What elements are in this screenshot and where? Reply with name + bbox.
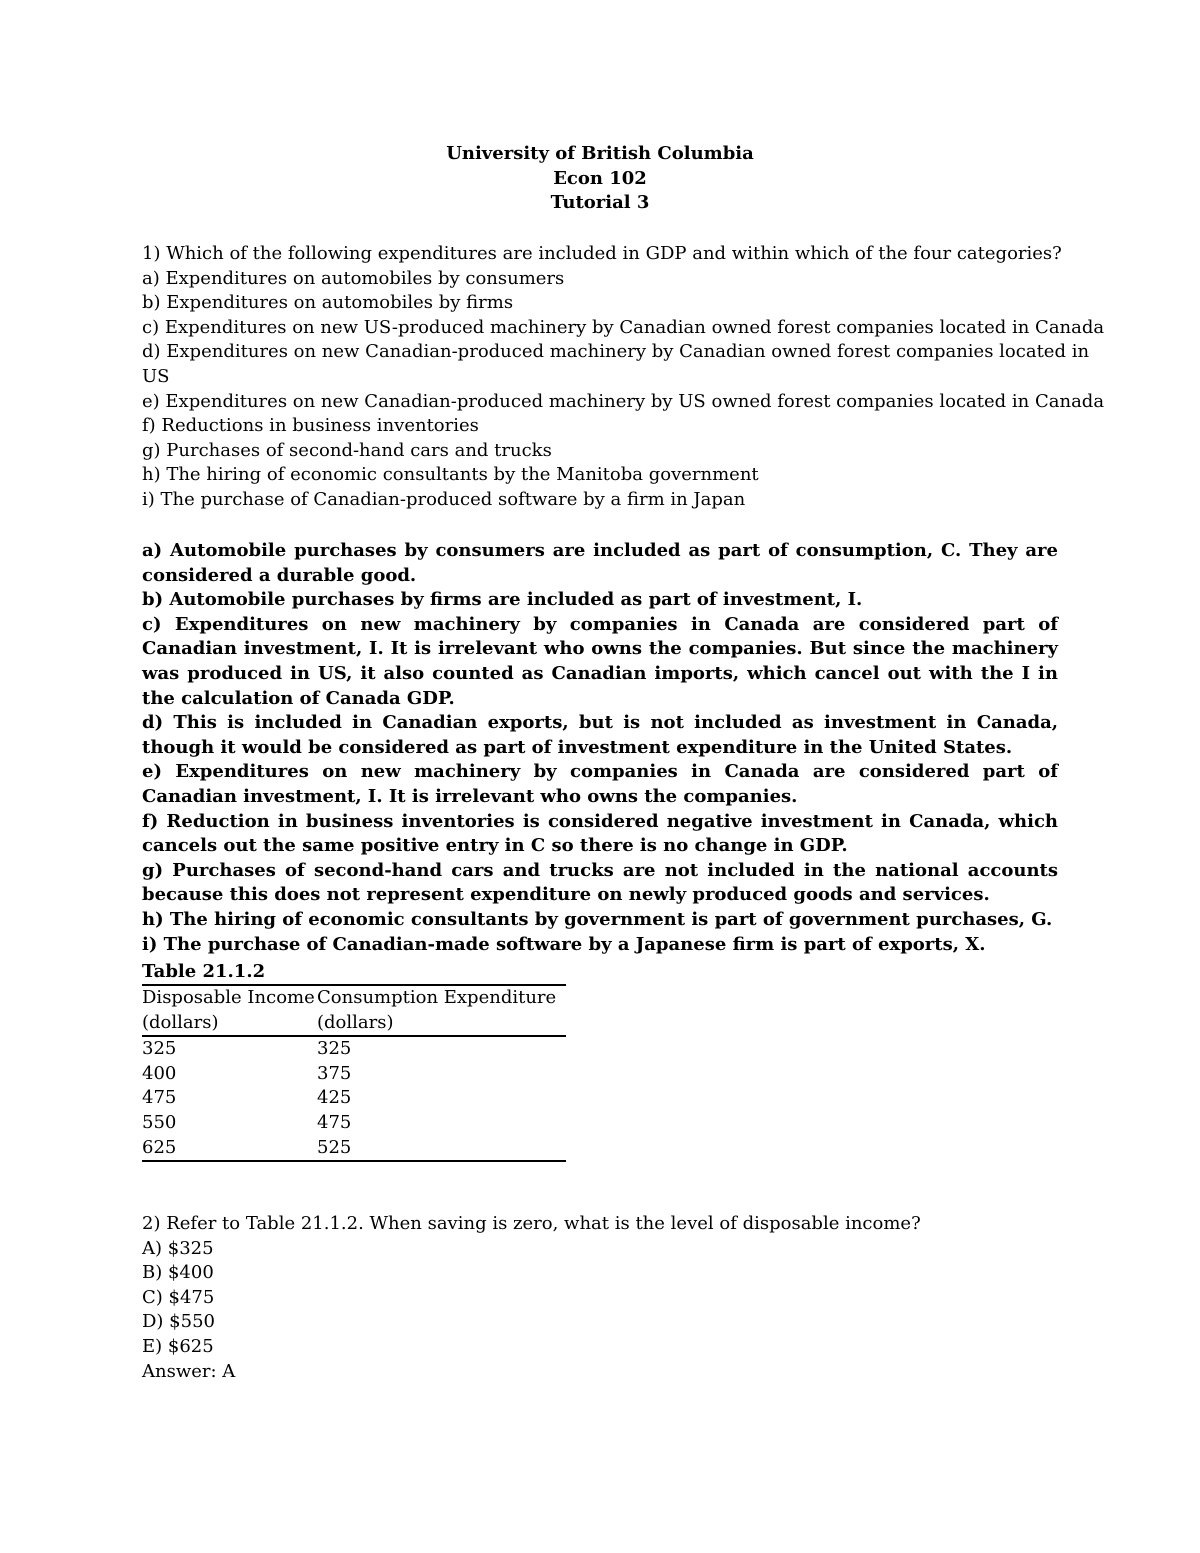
question-1-prompt: 1) Which of the following expenditures are included in GDP and within which of the four categories? [142,243,1062,264]
table-header-row [142,1011,566,1037]
question-1-option: g) Purchases of second-hand cars and trucks [142,439,552,461]
question-2-option: B) $400 [142,1262,214,1284]
answer-e: e) Expenditures on new machinery by companies in Canada are considered part of Canadian investment, I. It is irrelevant who owns the companies. [142,761,1058,807]
course-title: Econ 102 [553,167,647,189]
question-1-option: US [142,365,170,387]
table-cell: 475 [317,1111,352,1133]
answer-b: b) Automobile purchases by firms are included as part of investment, I. [142,589,863,611]
table-header-row [142,985,566,1011]
question-1-option: b) Expenditures on automobiles by firms [142,292,514,314]
question-1-option: i) The purchase of Canadian-produced software by a firm in Japan [142,488,746,510]
table-title: Table 21.1.2 [142,961,266,982]
answer-i: i) The purchase of Canadian-made software by a Japanese firm is part of exports, X. [142,933,986,955]
question-1-option: c) Expenditures on new US-produced machinery by Canadian owned forest companies located in Canada [142,316,1105,338]
table-header-cell: Consumption Expenditure [317,985,566,1011]
table-cell: 625 [142,1136,317,1162]
question-2-option: A) $325 [142,1237,214,1259]
table-row [142,1111,566,1136]
question-1-option: a) Expenditures on automobiles by consumers [142,267,565,289]
table-cell: 475 [142,1087,177,1109]
table-section [142,960,566,1162]
table-cell: 400 [142,1062,177,1084]
question-1-option: d) Expenditures on new Canadian-produced machinery by Canadian owned forest companies located in [142,341,1090,363]
table-cell: 325 [142,1038,177,1060]
question-1-answers [142,539,1058,957]
table-cell: 325 [317,1038,352,1060]
university-title: University of British Columbia [446,143,754,164]
table-row [142,1062,566,1087]
table-cell: 550 [142,1111,177,1133]
question-2-option: E) $625 [142,1335,214,1357]
question-1-option: e) Expenditures on new Canadian-produced machinery by US owned forest companies located in Canada [142,390,1105,412]
question-1 [142,242,1105,513]
table-row [142,1036,566,1062]
question-2-answer: Answer: A [142,1360,236,1382]
table-header-cell: (dollars) [142,1011,317,1037]
answer-f: f) Reduction in business inventories is considered negative investment in Canada, which cancels out the same positive entry in C so there is no change in GDP. [142,810,1058,857]
table-cell: 425 [317,1087,352,1109]
answer-c: c) Expenditures on new machinery by companies in Canada are considered part of Canadian investment, I. It is irrelevant who owns the companies. But since the machinery was produced in US, it also counted as Canadian imports, which cancel out with the I in the calculation of Canada GDP. [142,613,1058,709]
question-2-prompt: 2) Refer to Table 21.1.2. When saving is zero, what is the level of disposable income? [142,1213,921,1234]
answer-h: h) The hiring of economic consultants by government is part of government purchases, G. [142,908,1053,930]
question-1-option: f) Reductions in business inventories [142,415,479,437]
question-2-option: C) $475 [142,1286,215,1308]
income-consumption-table [142,984,566,1162]
answer-a: a) Automobile purchases by consumers are included as part of consumption, C. They are considered a durable good. [142,540,1058,586]
table-cell: 525 [317,1136,566,1162]
table-row [142,1086,566,1111]
answer-g: g) Purchases of second-hand cars and trucks are not included in the national accounts because this does not represent expenditure on newly produced goods and services. [142,859,1058,906]
tutorial-title: Tutorial 3 [550,192,650,214]
table-row [142,1136,566,1162]
table-header-cell: (dollars) [317,1011,566,1037]
document-header [0,142,1200,216]
question-1-option: h) The hiring of economic consultants by the Manitoba government [142,464,759,486]
table-cell: 375 [317,1062,352,1084]
table-header-cell: Disposable Income [142,985,317,1011]
answer-d: d) This is included in Canadian exports, but is not included as investment in Canada, though it would be considered as part of investment expenditure in the United States. [142,712,1058,758]
question-2 [142,1212,1060,1384]
question-2-option: D) $550 [142,1311,215,1333]
